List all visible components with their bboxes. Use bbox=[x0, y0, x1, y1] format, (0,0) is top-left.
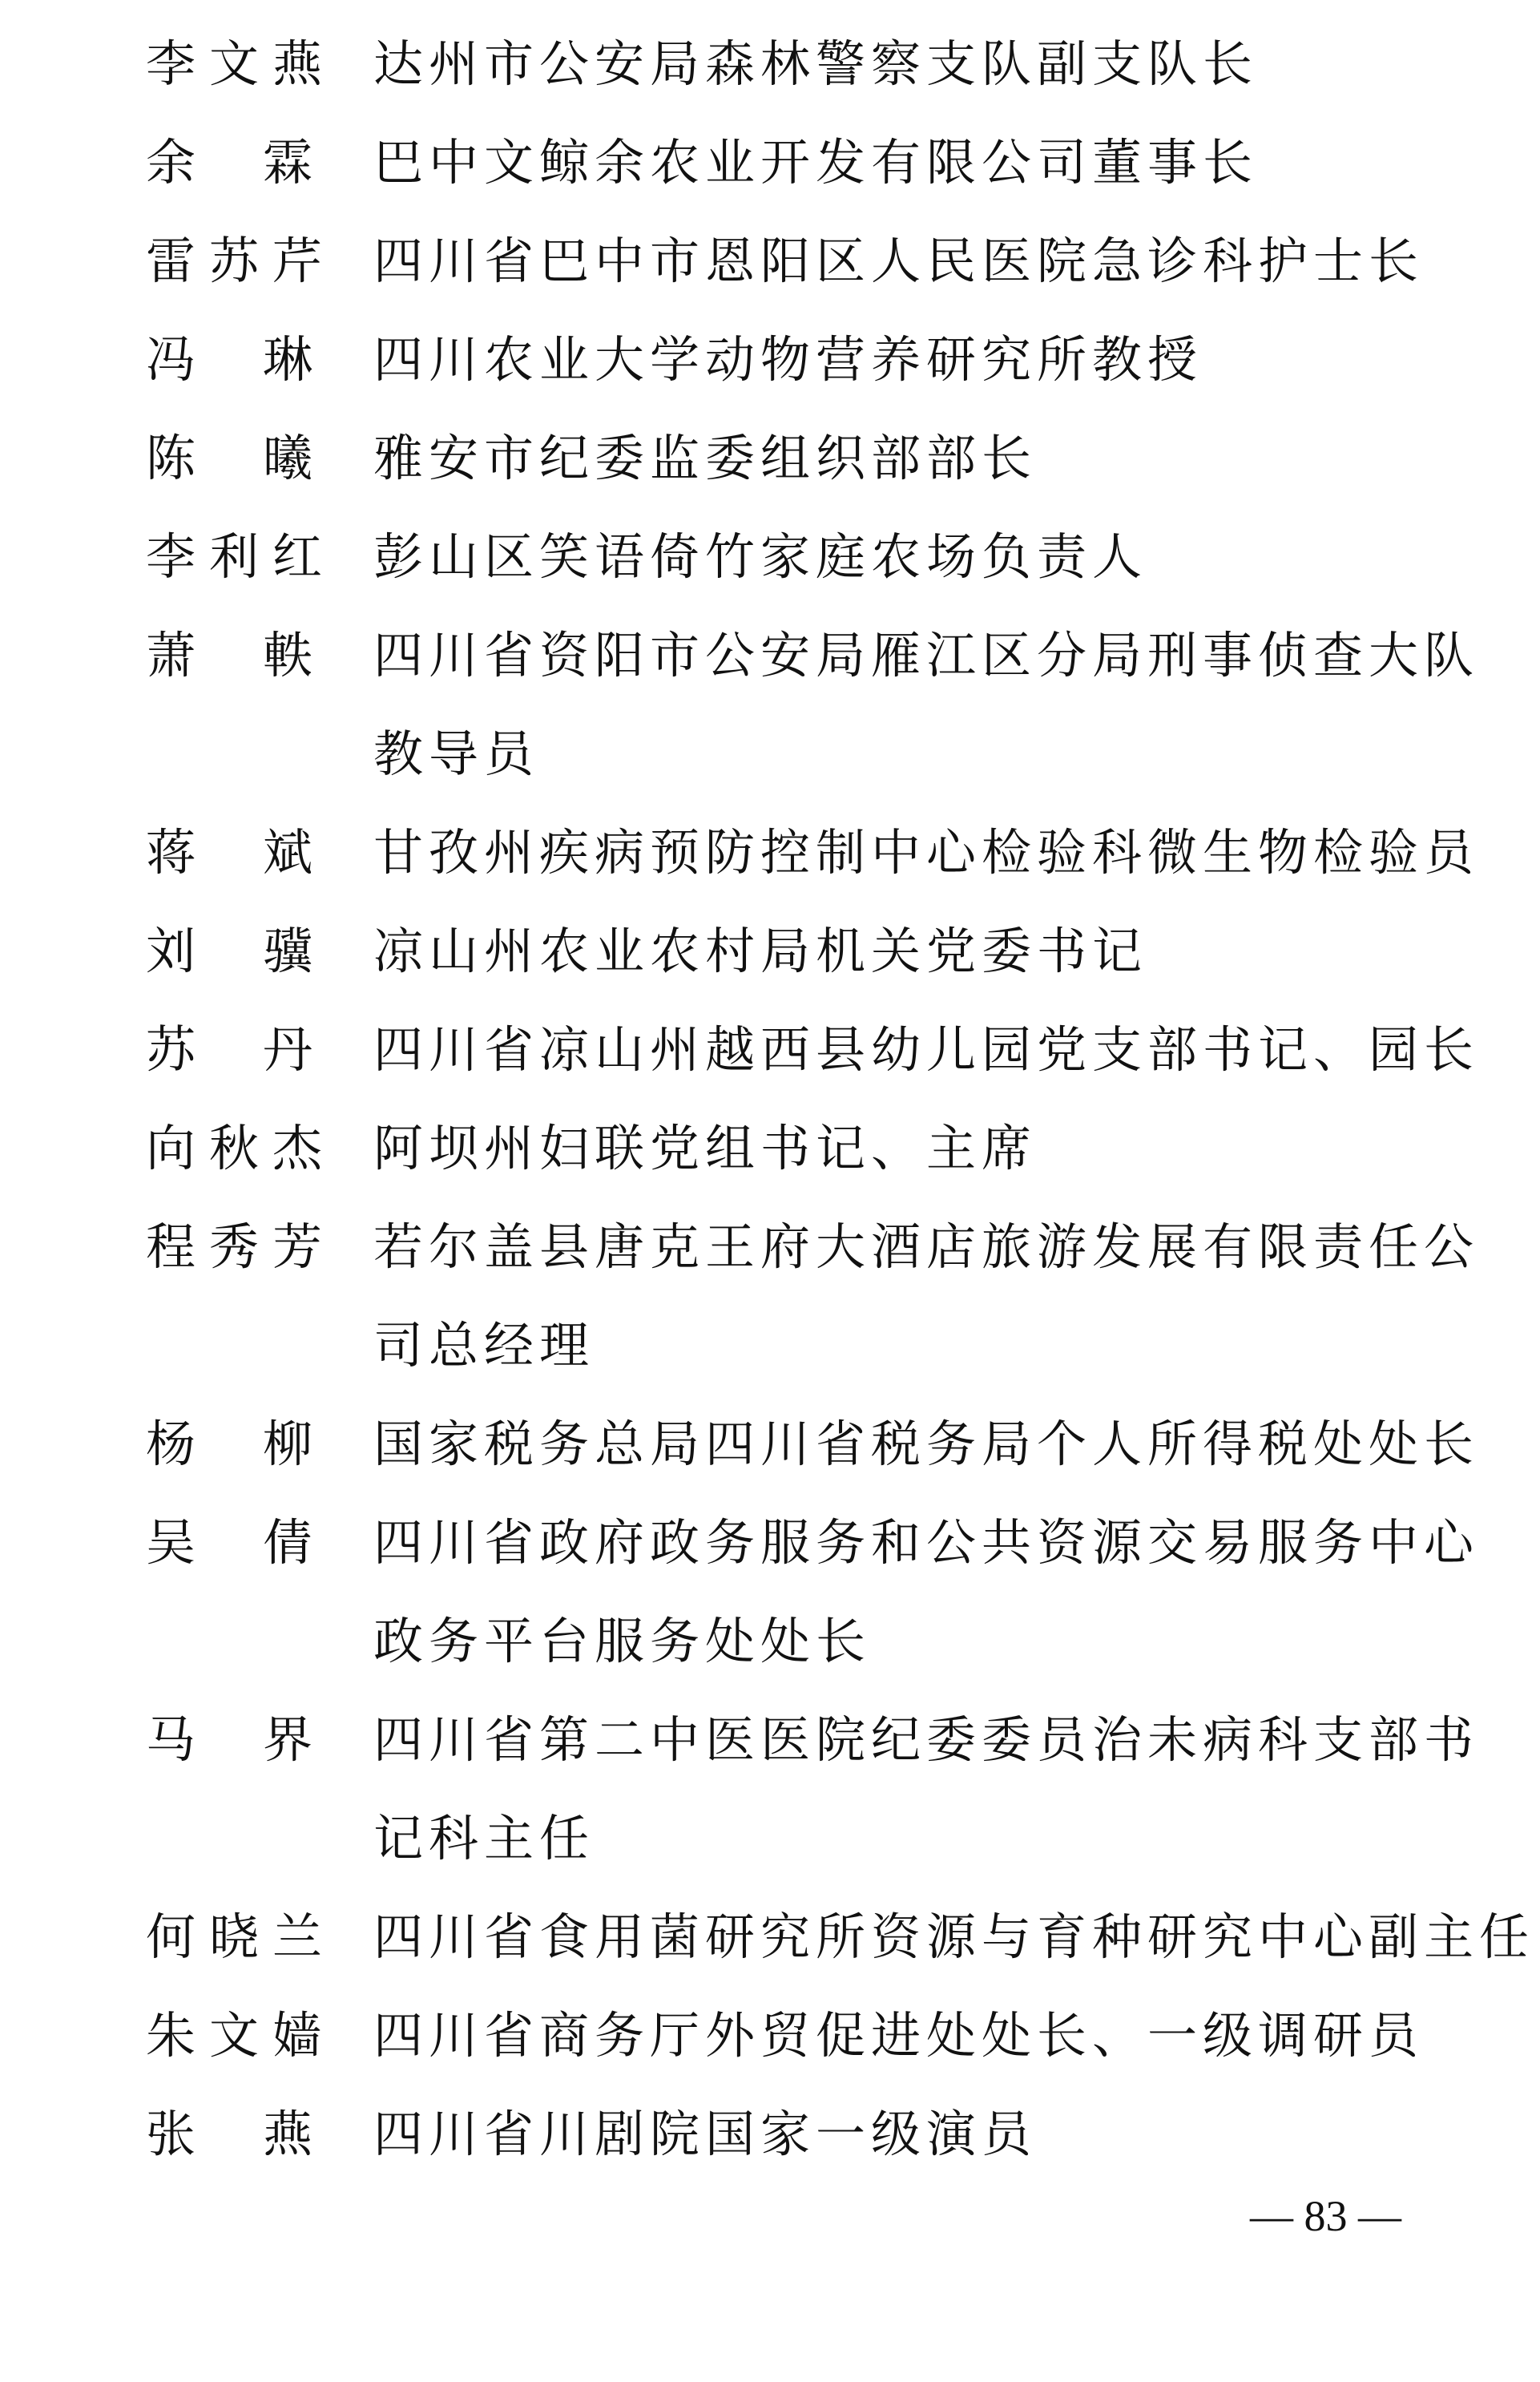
position-text: 政务平台服务处处长 bbox=[373, 1612, 872, 1670]
person-name: 冯 琳 bbox=[146, 330, 312, 389]
person-name: 杨 柳 bbox=[146, 1415, 312, 1473]
position-text: 司总经理 bbox=[373, 1316, 595, 1375]
position-text: 国家税务总局四川省税务局个人所得税处处长 bbox=[373, 1415, 1480, 1473]
position-text: 四川省第二中医医院纪委委员治未病科支部书 bbox=[373, 1710, 1480, 1769]
person-name: 向 秋 杰 bbox=[146, 1119, 322, 1177]
person-name: 程 秀 芳 bbox=[146, 1217, 322, 1276]
position-text: 四川省食用菌研究所资源与育种研究中心副主任 bbox=[373, 1908, 1535, 1966]
person-name: 雷 苏 芹 bbox=[146, 232, 322, 290]
person-name: 马 界 bbox=[146, 1710, 312, 1769]
position-text: 四川省政府政务服务和公共资源交易服务中心 bbox=[373, 1513, 1480, 1572]
position-text: 四川省凉山州越西县幼儿园党支部书记、园长 bbox=[373, 1020, 1480, 1079]
position-text: 若尔盖县唐克王府大酒店旅游发展有限责任公 bbox=[373, 1217, 1480, 1276]
person-name: 萧 軼 bbox=[146, 626, 312, 684]
position-text: 凉山州农业农村局机关党委书记 bbox=[373, 922, 1148, 980]
position-text: 阿坝州妇联党组书记、主席 bbox=[373, 1119, 1038, 1177]
position-text: 记科主任 bbox=[373, 1809, 595, 1867]
position-text: 雅安市纪委监委组织部部长 bbox=[373, 429, 1038, 487]
position-text: 甘孜州疾病预防控制中心检验科微生物检验员 bbox=[373, 823, 1480, 882]
position-text: 四川省资阳市公安局雁江区分局刑事侦查大队 bbox=[373, 626, 1480, 684]
person-name: 李 利 红 bbox=[146, 527, 322, 586]
person-name: 蒋 斌 bbox=[146, 823, 312, 882]
position-text: 彭山区笑语倚竹家庭农场负责人 bbox=[373, 527, 1148, 586]
position-text: 四川省巴中市恩阳区人民医院急诊科护士长 bbox=[373, 232, 1425, 290]
person-name: 吴 倩 bbox=[146, 1513, 312, 1572]
position-text: 四川农业大学动物营养研究所教授 bbox=[373, 330, 1203, 389]
position-text: 巴中文鲸余农业开发有限公司董事长 bbox=[373, 133, 1259, 192]
person-name: 陈 曦 bbox=[146, 429, 312, 487]
person-name: 苏 丹 bbox=[146, 1020, 312, 1079]
person-name: 余 霖 bbox=[146, 133, 312, 192]
position-text: 四川省川剧院国家一级演员 bbox=[373, 2105, 1038, 2163]
person-name: 何 晓 兰 bbox=[146, 1908, 322, 1966]
person-name: 朱 文 嫱 bbox=[146, 2006, 322, 2065]
person-name: 张 燕 bbox=[146, 2105, 312, 2163]
position-text: 四川省商务厅外贸促进处处长、一级调研员 bbox=[373, 2006, 1425, 2065]
person-name: 李 文 燕 bbox=[146, 34, 322, 93]
position-text: 教导员 bbox=[373, 725, 540, 783]
position-text: 达州市公安局森林警察支队副支队长 bbox=[373, 34, 1259, 93]
page-number: — 83 — bbox=[1250, 2192, 1401, 2240]
person-name: 刘 骥 bbox=[146, 922, 312, 980]
